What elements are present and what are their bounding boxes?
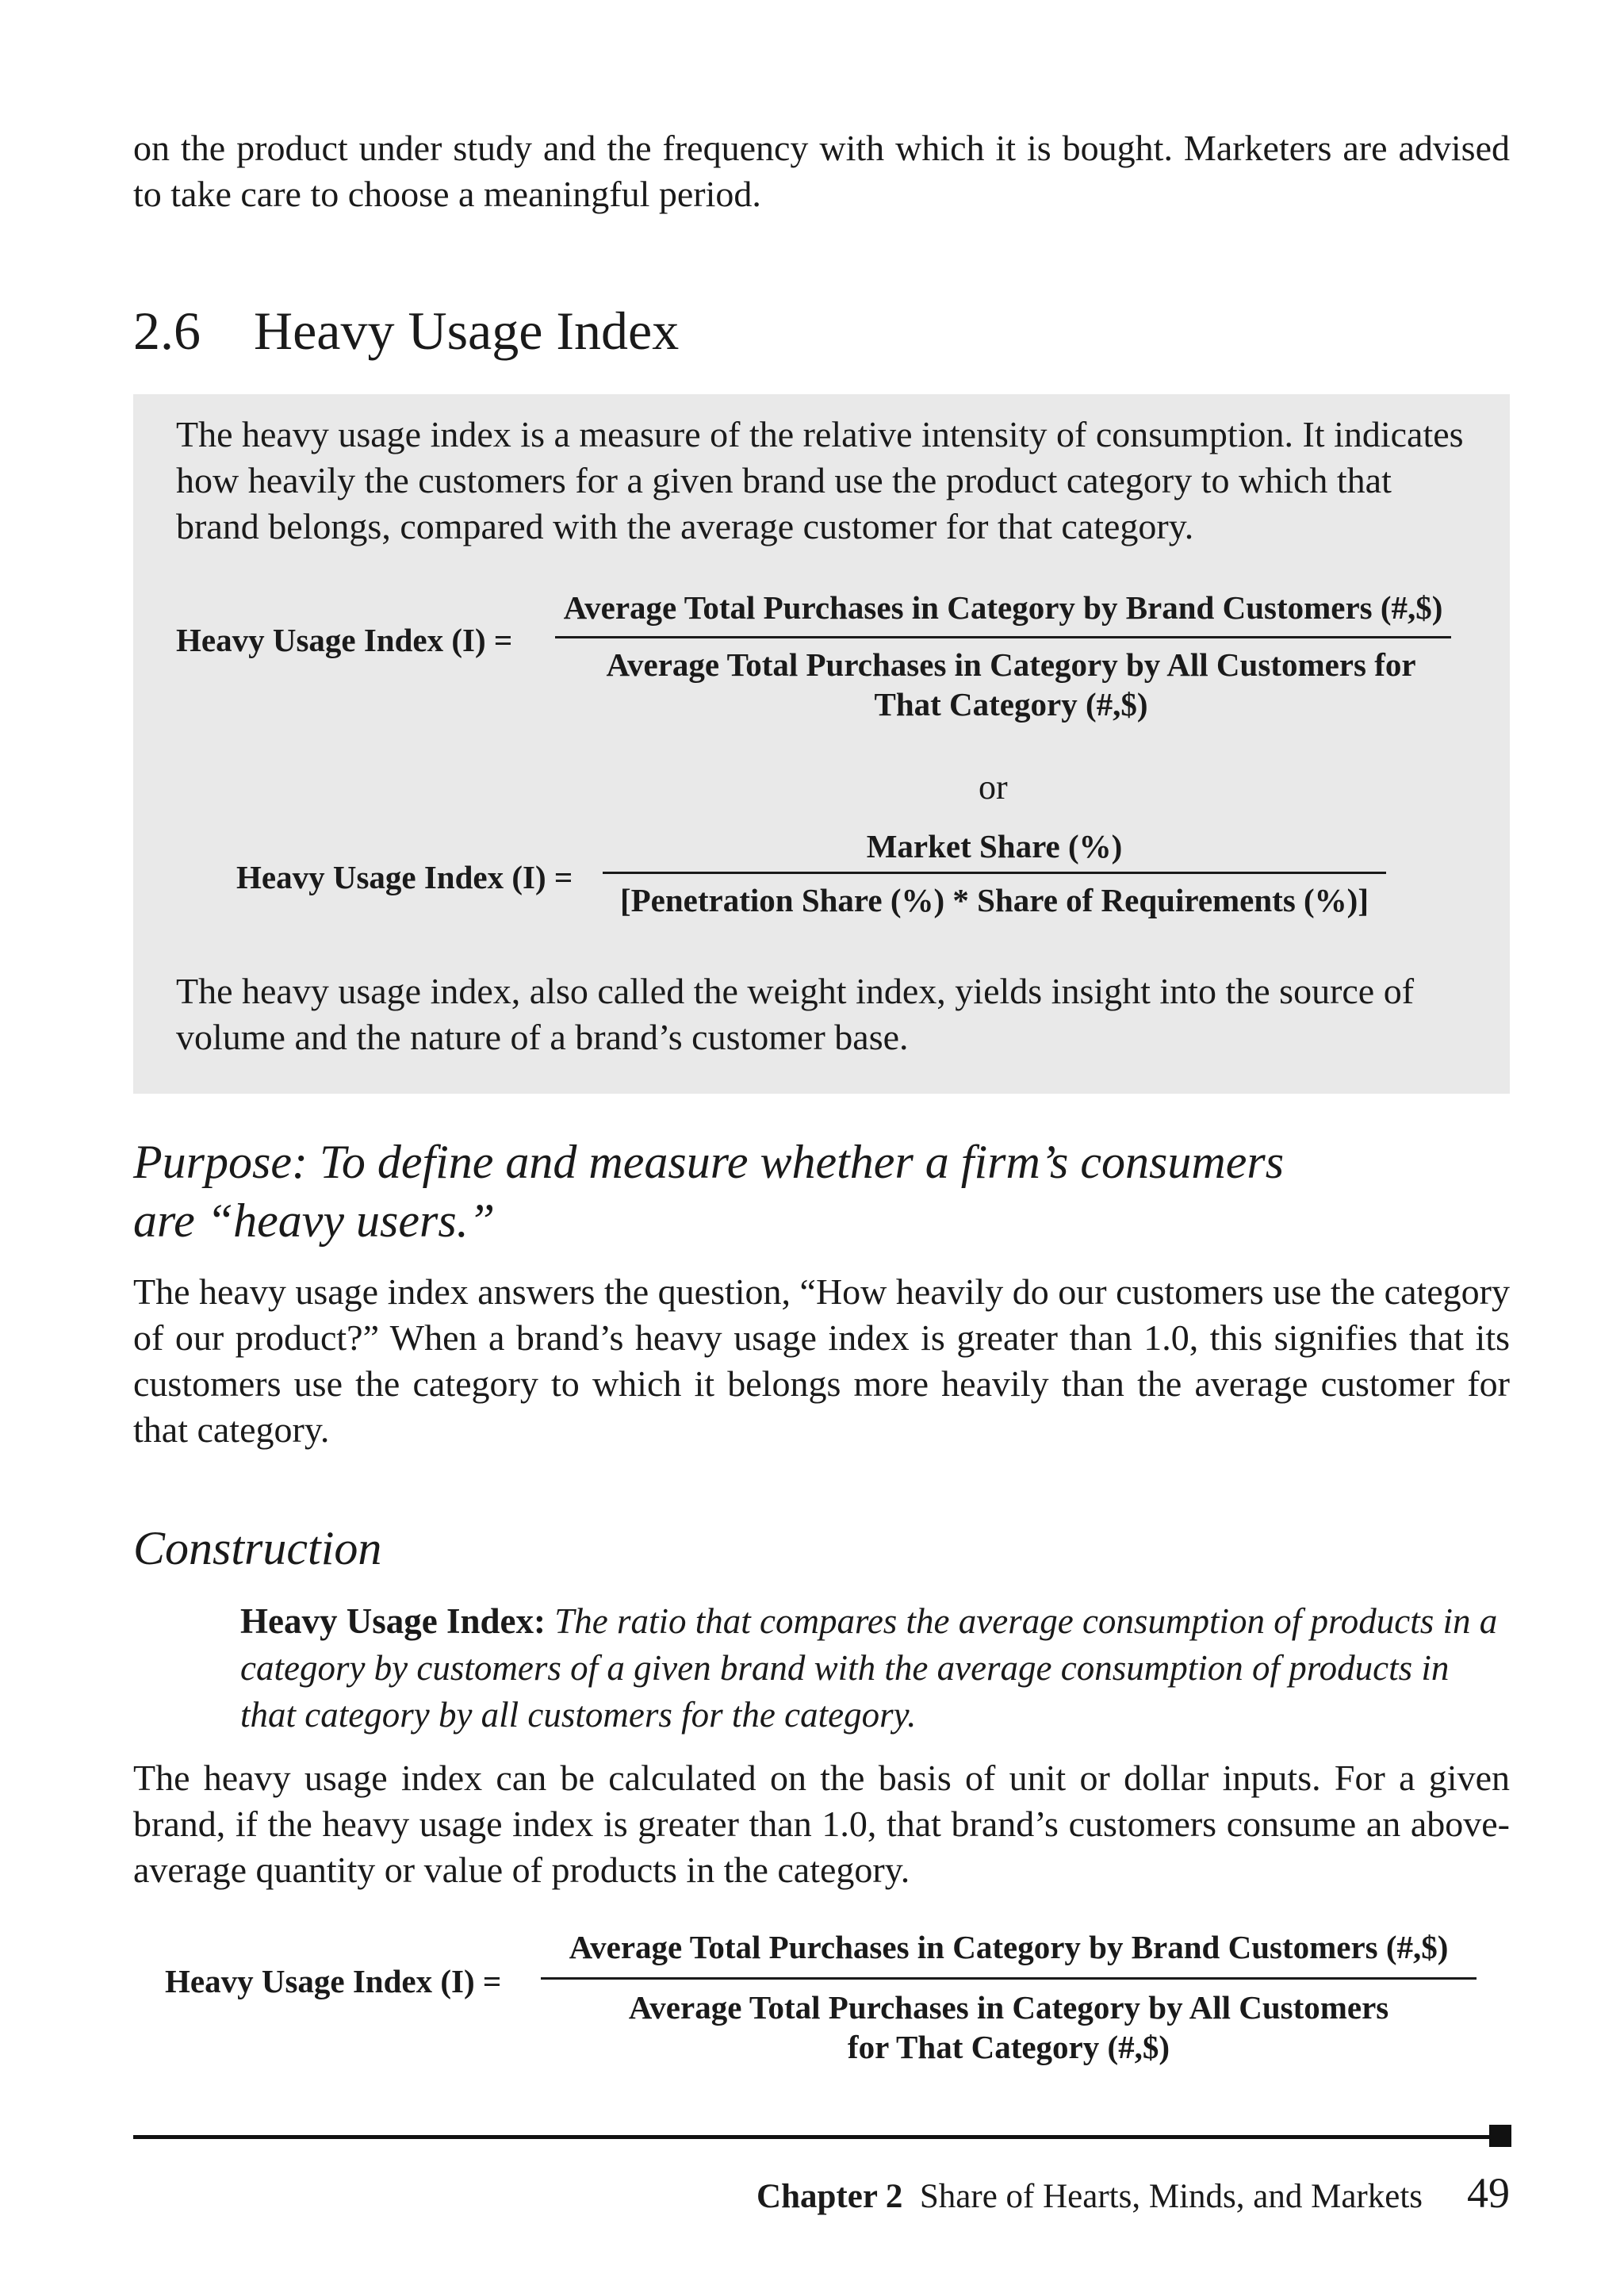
- page-number: 49: [1467, 2169, 1510, 2217]
- box-formula-2: [236, 826, 1489, 922]
- construction-formula-fraction: [541, 1927, 1477, 2070]
- construction-formula-denominator-line-2: for That Category (#,$): [847, 2029, 1170, 2065]
- construction-formula-denominator-line-1: Average Total Purchases in Category by All Customers: [628, 1989, 1389, 2026]
- box-formula-1: [176, 588, 1492, 730]
- or-separator: or: [979, 768, 1008, 807]
- construction-formula: [165, 1927, 1513, 2070]
- definition-term: Heavy Usage Index:: [240, 1601, 546, 1641]
- footer-chapter-label: Chapter 2: [756, 2178, 903, 2215]
- box-closing-paragraph: The heavy usage index, also called the weight index, yields insight into the source of volume and the nature of a brand’s customer base.: [176, 971, 1415, 1057]
- formula-2-fraction: [603, 826, 1386, 922]
- footer-square-marker: [1489, 2125, 1511, 2147]
- formula-2-lhs: Heavy Usage Index (I) =: [236, 859, 573, 895]
- construction-formula-numerator: Average Total Purchases in Category by Brand Customers (#,$): [569, 1929, 1449, 1965]
- construction-paragraph: The heavy usage index can be calculated on the basis of unit or dollar inputs. For a given brand, if the heavy usage index is greater than 1.0, that brand’s customers consume an above-average quantity or value of products in the category.: [133, 1758, 1510, 1890]
- purpose-paragraph: The heavy usage index answers the question, “How heavily do our customers use the category of our product?” When a brand’s heavy usage index is greater than 1.0, this signifies that its customers use the category to which it belongs more heavily than the average customer for that category.: [133, 1271, 1510, 1450]
- definition-text: The ratio that compares the average consumption of products in a category by customers of a given brand with the average consumption of products in that category by all customers for the category.: [240, 1601, 1498, 1735]
- definition-box: [133, 394, 1510, 1094]
- formula-2-fraction-bar: [603, 872, 1386, 874]
- formula-1-denominator-line-1: Average Total Purchases in Category by All Customers for: [606, 646, 1416, 683]
- heavy-usage-definition: [240, 1598, 1509, 1739]
- formula-1-denominator-line-2: That Category (#,$): [874, 686, 1148, 723]
- construction-formula-lhs: Heavy Usage Index (I) =: [165, 1963, 502, 1999]
- purpose-heading-line-2: are “heavy users.”: [133, 1194, 496, 1247]
- page-footer: [756, 2168, 1510, 2218]
- formula-2-denominator: [Penetration Share (%) * Share of Requirements (%)]: [619, 882, 1369, 918]
- formula-1-numerator: Average Total Purchases in Category by Brand Customers (#,$): [563, 589, 1443, 626]
- formula-1-fraction-bar: [555, 636, 1451, 638]
- purpose-heading: [133, 1133, 1434, 1250]
- formula-2-numerator: Market Share (%): [866, 828, 1123, 864]
- formula-1-lhs: Heavy Usage Index (I) =: [176, 622, 513, 658]
- intro-paragraph: on the product under study and the frequency with which it is bought. Marketers are advised to take care to choose a meaningful period.: [133, 128, 1510, 214]
- purpose-heading-line-1: Purpose: To define and measure whether a firm’s consumers: [133, 1136, 1285, 1188]
- section-heading: [133, 300, 679, 362]
- footer-rule: [133, 2135, 1496, 2139]
- footer-chapter-title: Share of Hearts, Minds, and Markets: [919, 2178, 1423, 2215]
- section-title: Heavy Usage Index: [254, 301, 680, 361]
- construction-heading: Construction: [133, 1522, 382, 1574]
- formula-1-fraction: [555, 588, 1451, 730]
- section-number: 2.6: [133, 301, 201, 361]
- box-intro-paragraph: The heavy usage index is a measure of the relative intensity of consumption. It indicates how heavily the customers for a given brand use the product category to which that brand belongs, compared with the average customer for that category.: [176, 414, 1464, 546]
- construction-formula-fraction-bar: [541, 1977, 1477, 1980]
